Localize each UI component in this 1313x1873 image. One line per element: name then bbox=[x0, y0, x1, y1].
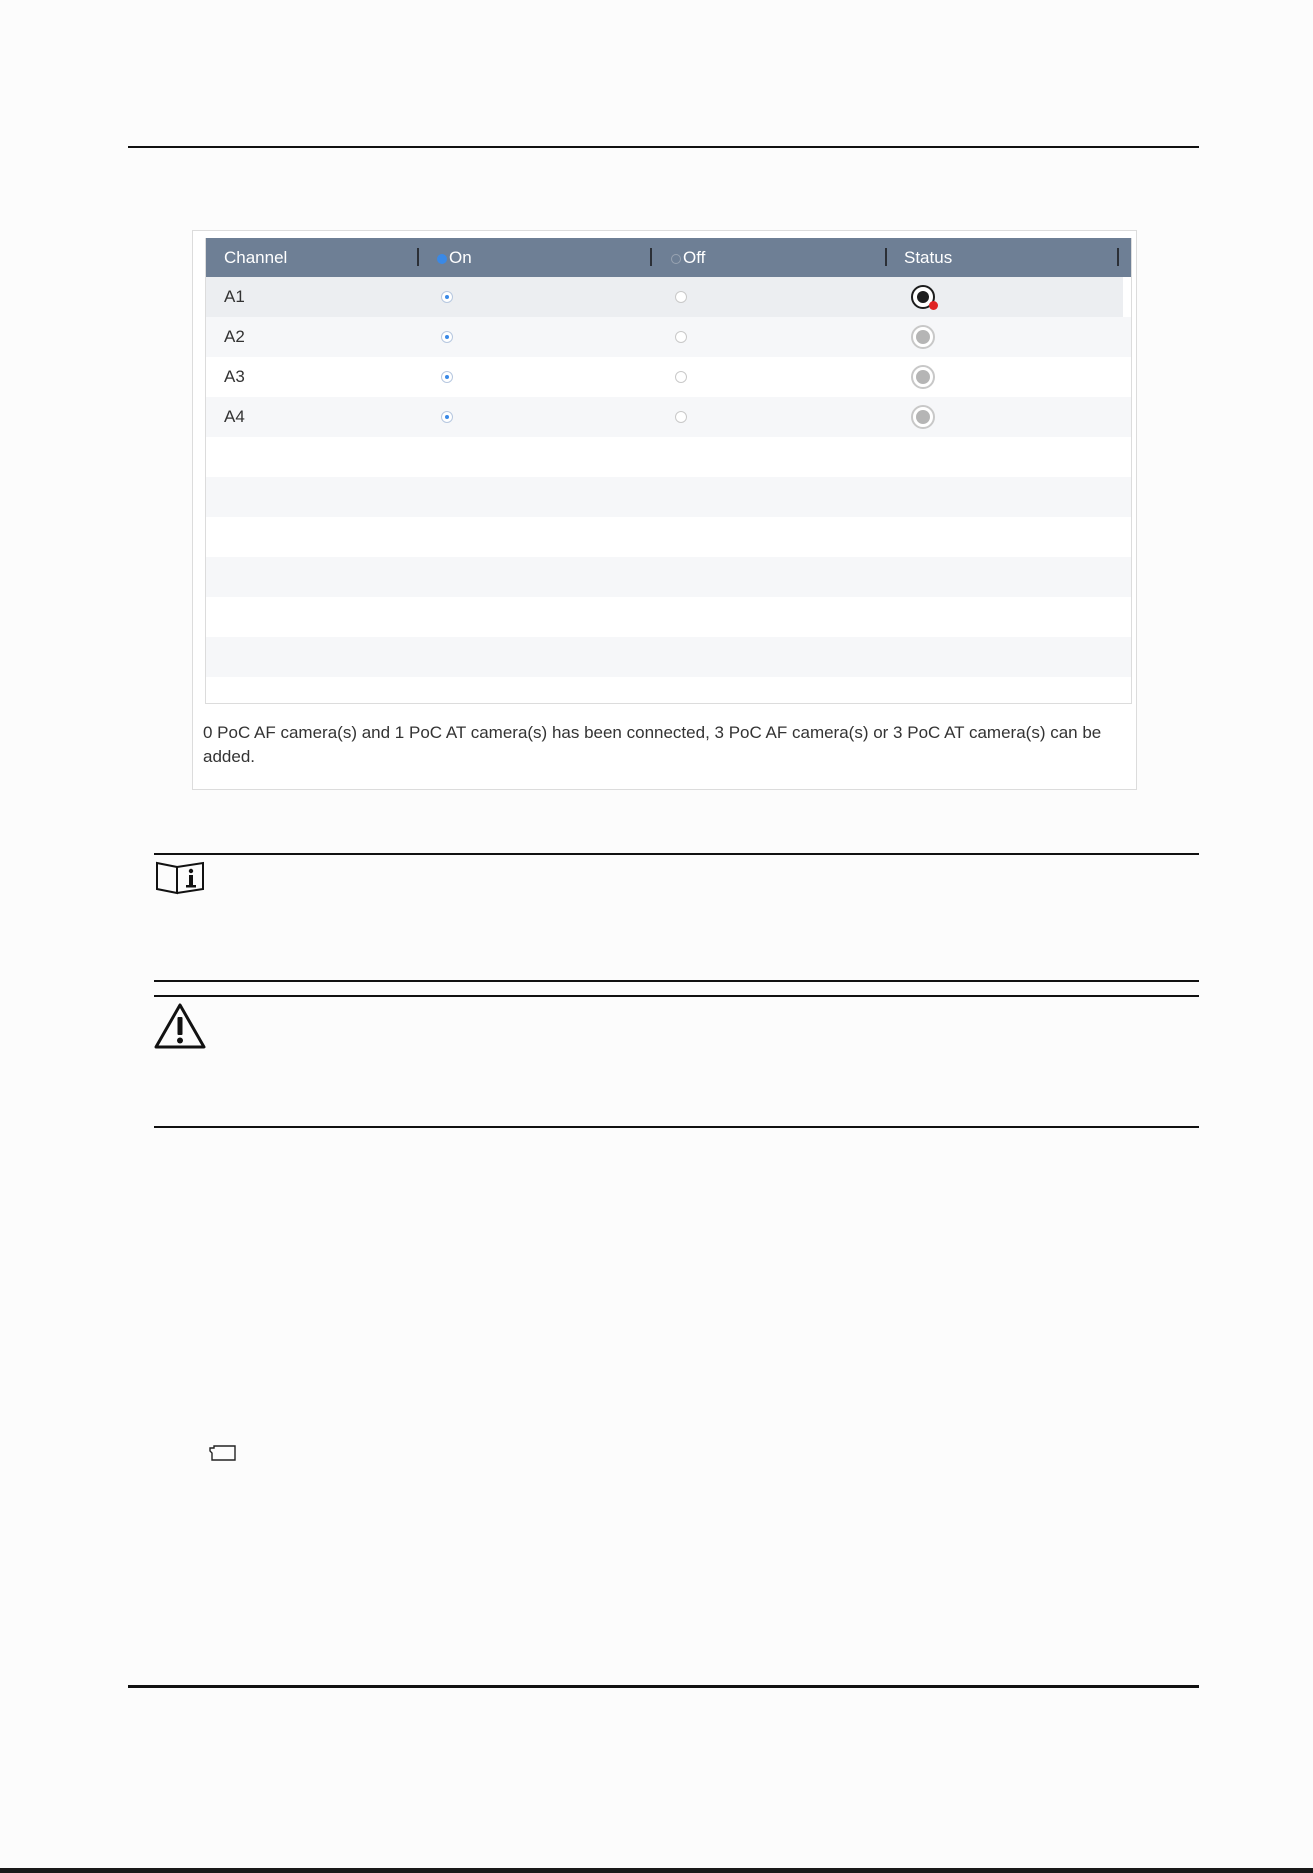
channel-name: A4 bbox=[224, 407, 245, 426]
channel-name: A1 bbox=[224, 287, 245, 306]
off-radio[interactable] bbox=[675, 291, 687, 303]
table-row[interactable] bbox=[206, 397, 1131, 437]
table-row[interactable] bbox=[206, 277, 1123, 317]
column-header-status: Status bbox=[904, 248, 953, 267]
table-row bbox=[206, 597, 1131, 637]
column-divider bbox=[885, 248, 887, 266]
off-radio[interactable] bbox=[675, 411, 687, 423]
column-header-on[interactable] bbox=[437, 238, 472, 277]
footer-rule bbox=[128, 1685, 1199, 1688]
table-row bbox=[206, 517, 1131, 557]
column-header-off-label: Off bbox=[683, 248, 706, 267]
column-divider bbox=[417, 248, 419, 266]
table-row bbox=[206, 637, 1131, 677]
page-bottom-edge bbox=[0, 1868, 1313, 1873]
camera-outline-icon bbox=[209, 1444, 237, 1462]
channel-name: A2 bbox=[224, 327, 245, 346]
poc-connection-summary: 0 PoC AF camera(s) and 1 PoC AT camera(s) has been connected, 3 PoC AF camera(s) or 3 PoC AT camera(s) can be added. bbox=[203, 723, 1102, 766]
note-box-top-rule bbox=[154, 853, 1199, 855]
caution-box-bottom-rule bbox=[154, 1126, 1199, 1128]
column-header-off[interactable] bbox=[671, 238, 705, 277]
caution-triangle-icon bbox=[153, 1002, 207, 1050]
column-divider bbox=[650, 248, 652, 266]
header-rule bbox=[128, 146, 1199, 148]
table-row bbox=[206, 477, 1131, 517]
on-radio[interactable] bbox=[441, 291, 453, 303]
table-header bbox=[206, 238, 1131, 277]
table-row bbox=[206, 437, 1131, 477]
table-row[interactable] bbox=[206, 317, 1131, 357]
channel-name: A3 bbox=[224, 367, 245, 386]
on-radio[interactable] bbox=[441, 331, 453, 343]
note-box-bottom-rule bbox=[154, 980, 1199, 982]
table-body bbox=[206, 277, 1131, 677]
column-divider bbox=[1117, 248, 1119, 266]
status-alert-dot bbox=[929, 301, 938, 310]
column-header-on-label: On bbox=[449, 248, 472, 267]
status-camera-icon bbox=[911, 285, 935, 309]
table-row[interactable] bbox=[206, 357, 1131, 397]
off-radio[interactable] bbox=[675, 331, 687, 343]
status-camera-icon bbox=[911, 405, 935, 429]
on-radio[interactable] bbox=[441, 371, 453, 383]
poc-settings-screenshot bbox=[192, 230, 1137, 790]
status-camera-icon bbox=[911, 365, 935, 389]
select-all-on-radio[interactable] bbox=[437, 254, 447, 264]
column-header-channel: Channel bbox=[224, 248, 288, 267]
off-radio[interactable] bbox=[675, 371, 687, 383]
on-radio[interactable] bbox=[441, 411, 453, 423]
select-all-off-radio[interactable] bbox=[671, 254, 681, 264]
caution-box-top-rule bbox=[154, 995, 1199, 997]
table-row bbox=[206, 557, 1131, 597]
status-camera-icon bbox=[911, 325, 935, 349]
note-book-info-icon bbox=[155, 860, 207, 896]
poc-channel-table bbox=[205, 238, 1132, 704]
